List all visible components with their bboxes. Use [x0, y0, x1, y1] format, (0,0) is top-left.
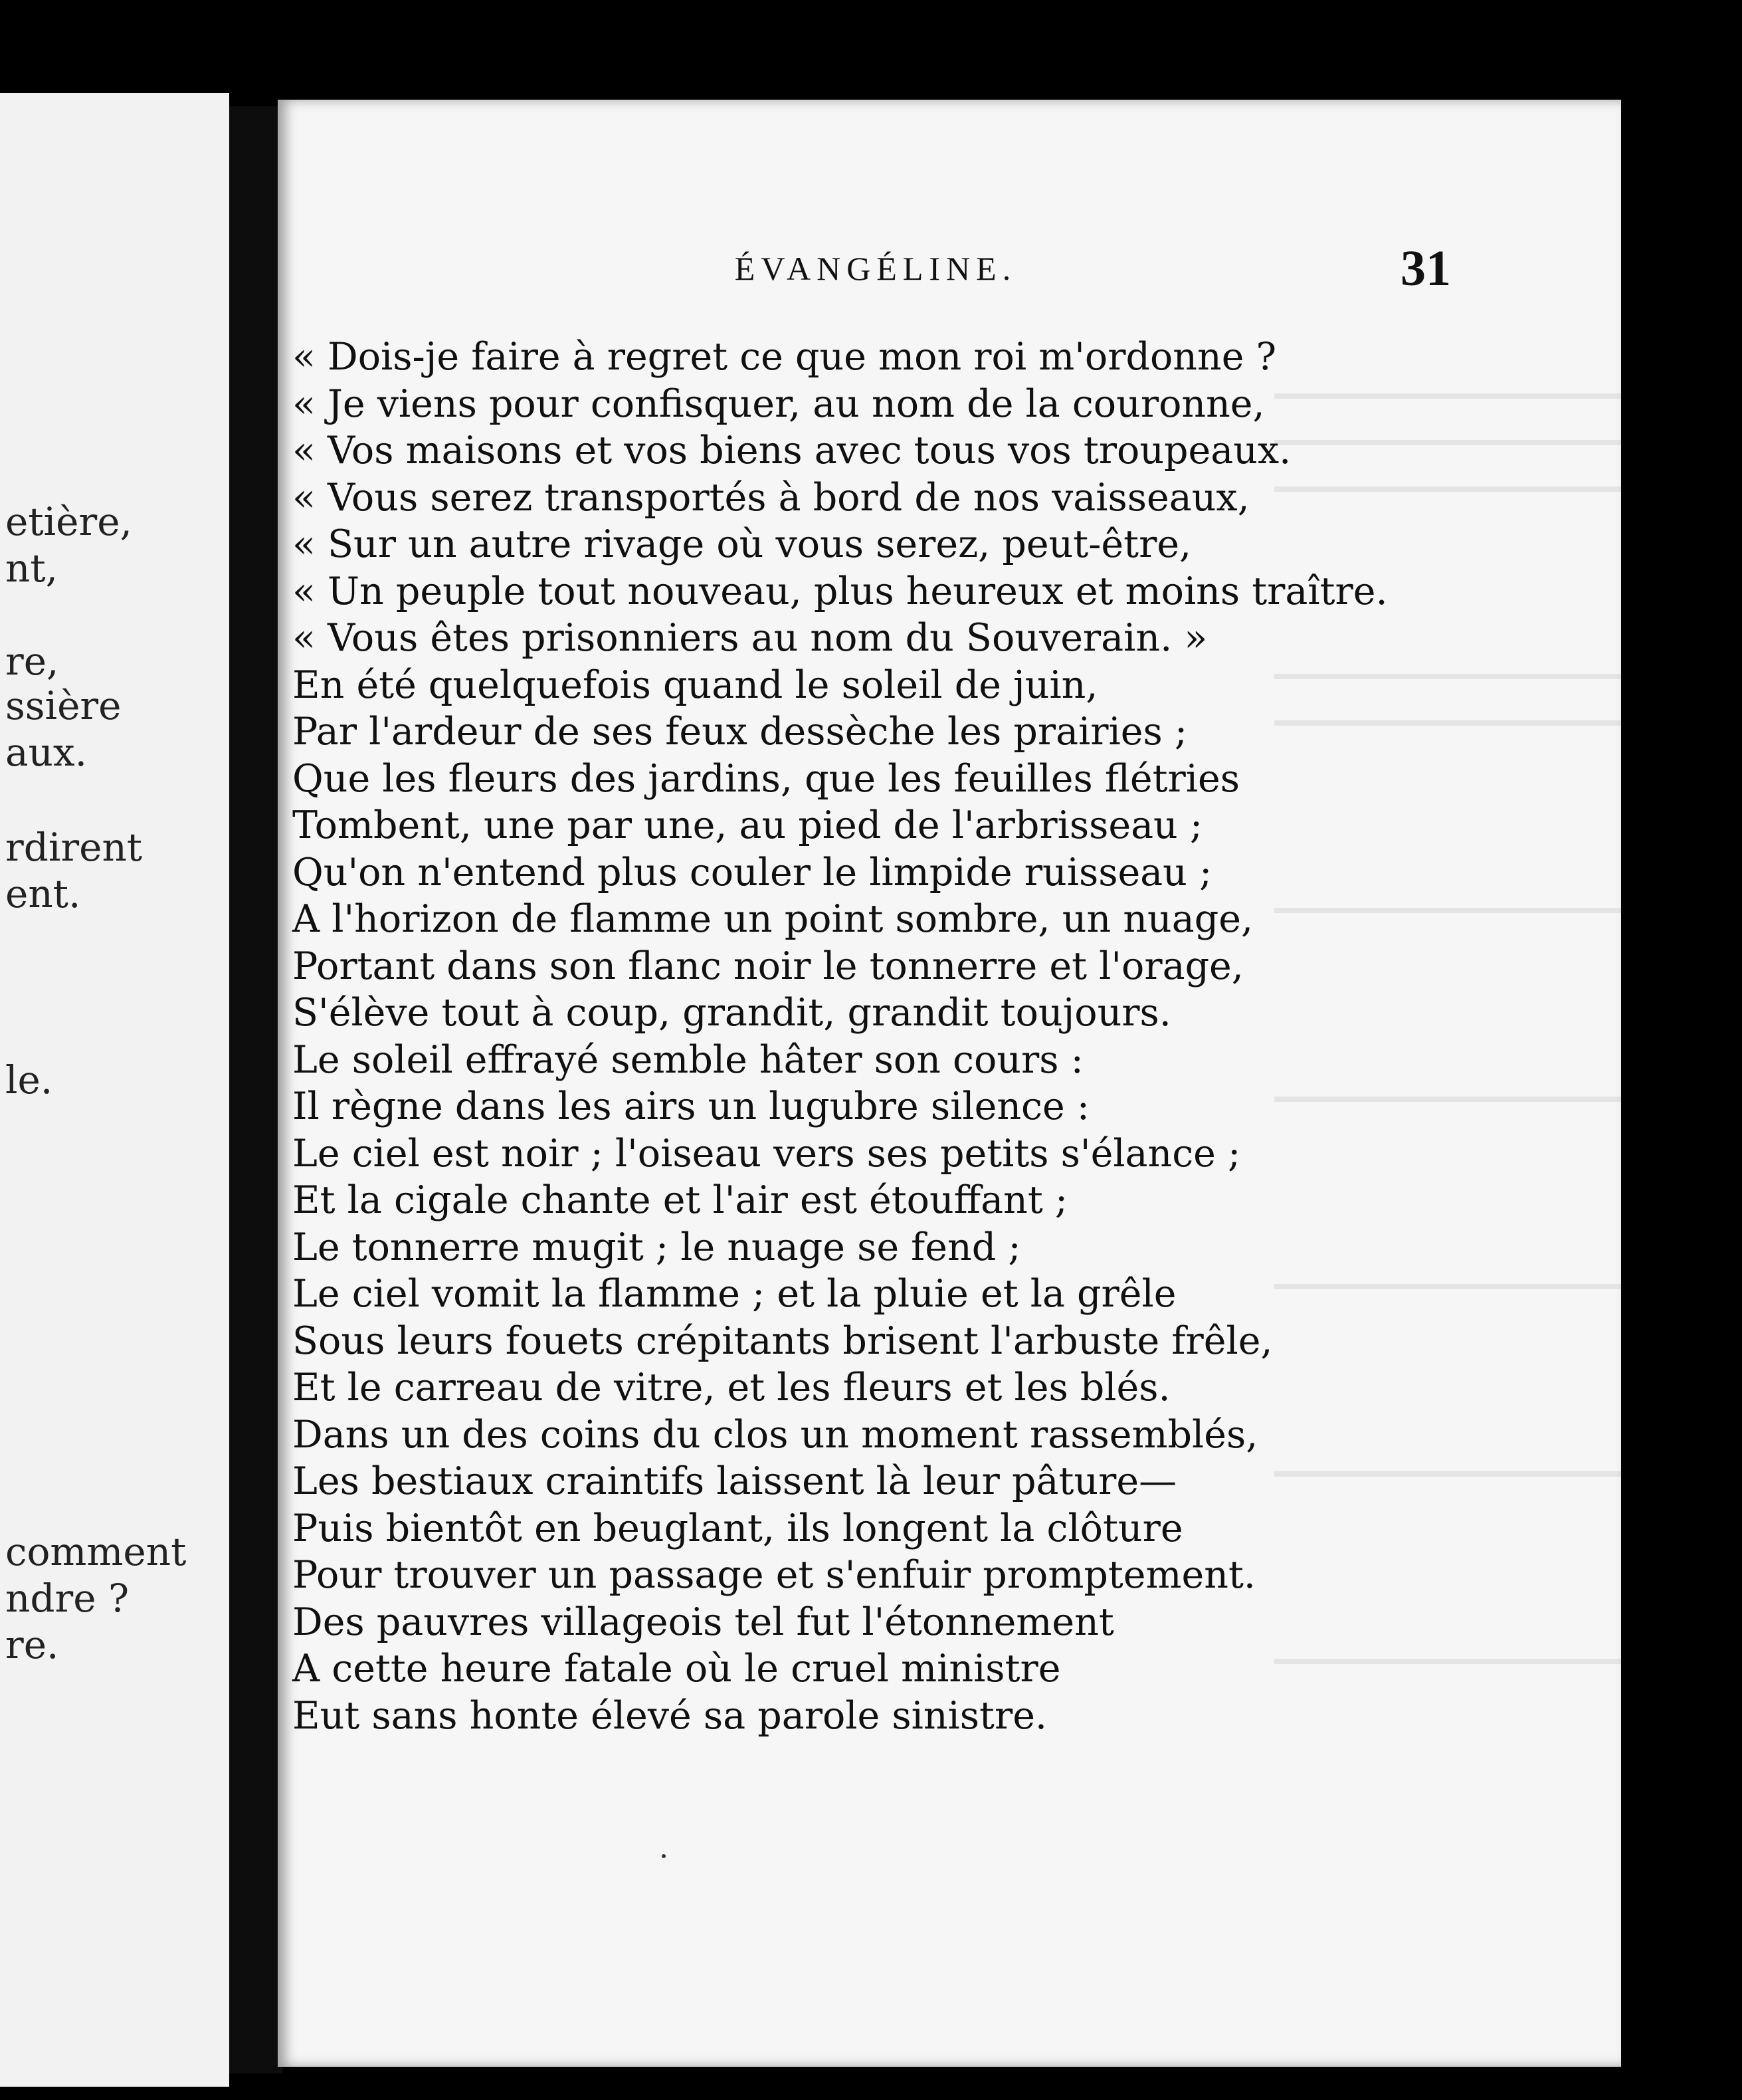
verse-line: Le ciel vomit la flamme ; et la pluie et la grêle	[292, 1272, 1177, 1316]
verse-line: Pour trouver un passage et s'enfuir promptement.	[292, 1553, 1256, 1597]
verse-line: Par l'ardeur de ses feux dessèche les prairies ;	[292, 710, 1188, 754]
left-fragment: etière,	[5, 499, 132, 544]
left-fragment: nt,	[5, 546, 58, 591]
previous-page-text	[0, 93, 229, 2087]
verse-line: Sous leurs fouets crépitants brisent l'arbuste frêle,	[292, 1318, 1273, 1363]
verse-line: En été quelquefois quand le soleil de juin,	[292, 663, 1098, 707]
previous-page-edge	[0, 93, 229, 2087]
verse-line: A cette heure fatale où le cruel ministre	[292, 1647, 1061, 1691]
page-number: 31	[1401, 241, 1451, 296]
left-fragment: re.	[5, 1622, 59, 1667]
verse-line: « Dois-je faire à regret ce que mon roi m'ordonne ?	[292, 335, 1277, 379]
ink-speck	[662, 1854, 666, 1858]
left-fragment: ndre ?	[5, 1576, 130, 1621]
current-page	[278, 100, 1621, 2067]
verse-line: « Vous êtes prisonniers au nom du Souverain. »	[292, 616, 1208, 660]
left-fragment: re,	[5, 639, 59, 684]
running-title: ÉVANGÉLINE.	[734, 250, 1017, 287]
left-fragment: aux.	[5, 730, 88, 775]
left-fragment: le.	[5, 1057, 53, 1102]
verse-line: Que les fleurs des jardins, que les feuilles flétries	[292, 756, 1240, 801]
verse-line: Qu'on n'entend plus couler le limpide ruisseau ;	[292, 850, 1212, 894]
verse-line: Des pauvres villageois tel fut l'étonnement	[292, 1600, 1114, 1644]
verse-line: « Un peuple tout nouveau, plus heureux et moins traître.	[292, 569, 1388, 613]
verse-line: S'élève tout à coup, grandit, grandit toujours.	[292, 991, 1171, 1035]
verse-line: Dans un des coins du clos un moment rassemblés,	[292, 1412, 1258, 1457]
verse-line: « Vos maisons et vos biens avec tous vos troupeaux.	[292, 429, 1292, 472]
verse-line: Et la cigale chante et l'air est étouffant ;	[292, 1178, 1068, 1222]
verse-line: Les bestiaux craintifs laissent là leur pâture—	[292, 1459, 1177, 1503]
left-fragment: comment	[5, 1529, 187, 1574]
verse-line: A l'horizon de flamme un point sombre, un nuage,	[292, 897, 1254, 941]
poem-text	[292, 334, 1608, 1739]
book-gutter	[229, 106, 282, 2073]
verse-line: Le tonnerre mugit ; le nuage se fend ;	[292, 1225, 1021, 1269]
left-fragment: rdirent	[5, 825, 143, 870]
verse-line: « Vous serez transportés à bord de nos vaisseaux,	[292, 475, 1250, 520]
verse-line: Le soleil effrayé semble hâter son cours :	[292, 1037, 1084, 1082]
verse-line: Portant dans son flanc noir le tonnerre et l'orage,	[292, 944, 1244, 988]
verse-line: « Sur un autre rivage où vous serez, peut-être,	[292, 522, 1192, 566]
running-head	[278, 241, 1621, 296]
verse-line: Puis bientôt en beuglant, ils longent la clôture	[292, 1506, 1183, 1550]
verse-line: Et le carreau de vitre, et les fleurs et les blés.	[292, 1366, 1171, 1410]
verse-line: Le ciel est noir ; l'oiseau vers ses petits s'élance ;	[292, 1131, 1241, 1176]
verse-line: « Je viens pour confisquer, au nom de la couronne,	[292, 381, 1265, 426]
verse-line: Eut sans honte élevé sa parole sinistre.	[292, 1693, 1048, 1738]
left-fragment: ssière	[5, 683, 122, 728]
verse-line: Tombent, une par une, au pied de l'arbrisseau ;	[292, 803, 1203, 847]
left-fragment: ent.	[5, 871, 81, 916]
verse-line: Il règne dans les airs un lugubre silence :	[292, 1085, 1090, 1128]
